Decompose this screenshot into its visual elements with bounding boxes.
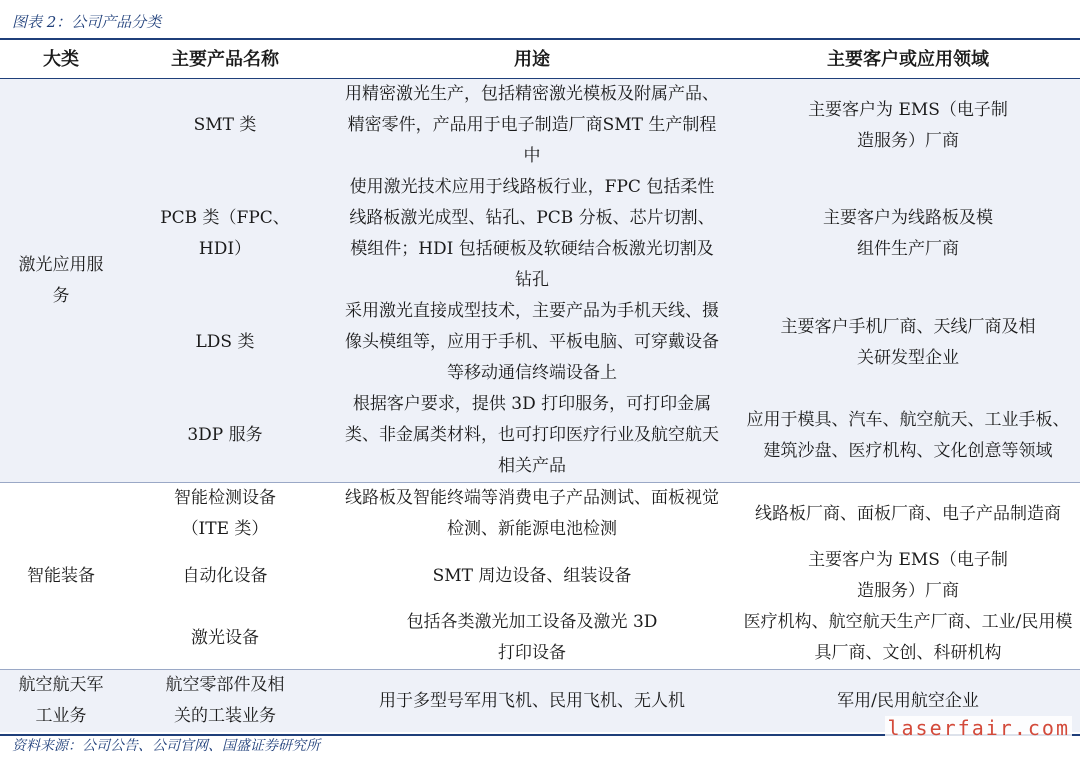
customer-cell: 主要客户为 EMS（电子制造服务）厂商 — [736, 79, 1080, 173]
category-cell: 激光应用服务 — [0, 79, 122, 483]
table-caption: 图表 2：公司产品分类 — [12, 13, 162, 31]
usage-cell: 用于多型号军用飞机、民用飞机、无人机 — [328, 670, 736, 733]
usage-cell: 线路板及智能终端等消费电子产品测试、面板视觉检测、新能源电池检测 — [345, 488, 719, 539]
usage-cell: SMT 周边设备、组装设备 — [432, 565, 632, 586]
customer-cell: 主要客户手机厂商、天线厂商及相关研发型企业 — [736, 296, 1080, 389]
table-row — [0, 79, 1080, 173]
table-row — [0, 545, 1080, 607]
product-cell: LDS 类 — [122, 296, 328, 389]
table-row — [0, 483, 1080, 546]
product-cell: 激光设备 — [191, 627, 259, 648]
header-category: 大类 — [43, 49, 79, 70]
usage-cell: 用精密激光生产，包括精密激光模板及附属产品、精密零件，产品用于电子制造厂商SMT 生产制程中 — [328, 79, 736, 173]
customer-cell: 线路板厂商、面板厂商、电子产品制造商 — [755, 503, 1061, 524]
header-usage: 用途 — [514, 49, 550, 70]
source-note: 资料来源：公司公告、公司官网、国盛证券研究所 — [12, 738, 320, 754]
category-cell: 航空航天军工业务 — [0, 670, 122, 733]
table-row — [0, 607, 1080, 670]
header-row — [0, 38, 1080, 79]
product-cell: 航空零部件及相关的工装业务 — [122, 670, 328, 733]
table-row — [0, 296, 1080, 389]
usage-cell: 采用激光直接成型技术，主要产品为手机天线、摄像头模组等，应用于手机、平板电脑、可穿戴设备等移动通信终端设备上 — [328, 296, 736, 389]
watermark: laserfair.com — [887, 716, 1070, 740]
product-classification-table — [0, 38, 1080, 732]
customer-cell: 主要客户为线路板及模组件生产厂商 — [736, 172, 1080, 296]
product-cell: SMT 类 — [122, 79, 328, 173]
header-customers: 主要客户或应用领域 — [827, 49, 989, 70]
customer-cell: 主要客户为 EMS（电子制造服务）厂商 — [808, 550, 1008, 601]
customer-cell: 医疗机构、航空航天生产厂商、工业/民用模具厂商、文创、科研机构 — [743, 612, 1073, 663]
table-row — [0, 172, 1080, 296]
table-row — [0, 389, 1080, 483]
usage-cell: 包括各类激光加工设备及激光 3D 打印设备 — [406, 612, 658, 663]
header-rule — [0, 78, 1080, 79]
customer-cell: 军用/民用航空企业 — [736, 670, 1080, 733]
product-cell: PCB 类（FPC、HDI） — [122, 172, 328, 296]
header-product: 主要产品名称 — [171, 49, 279, 70]
customer-cell: 应用于模具、汽车、航空航天、工业手板、建筑沙盘、医疗机构、文化创意等领域 — [736, 389, 1080, 483]
category-cell: 智能装备 — [27, 565, 95, 586]
product-cell: 3DP 服务 — [122, 389, 328, 483]
usage-cell: 根据客户要求，提供 3D 打印服务，可打印金属类、非金属类材料，也可打印医疗行业及航空航天相关产品 — [328, 389, 736, 483]
product-cell: 智能检测设备（ITE 类） — [174, 488, 276, 539]
product-cell: 自动化设备 — [182, 565, 268, 586]
usage-cell: 使用激光技术应用于线路板行业，FPC 包括柔性线路板激光成型、钻孔、PCB 分板、芯片切割、模组件；HDI 包括硬板及软硬结合板激光切割及钻孔 — [328, 172, 736, 296]
